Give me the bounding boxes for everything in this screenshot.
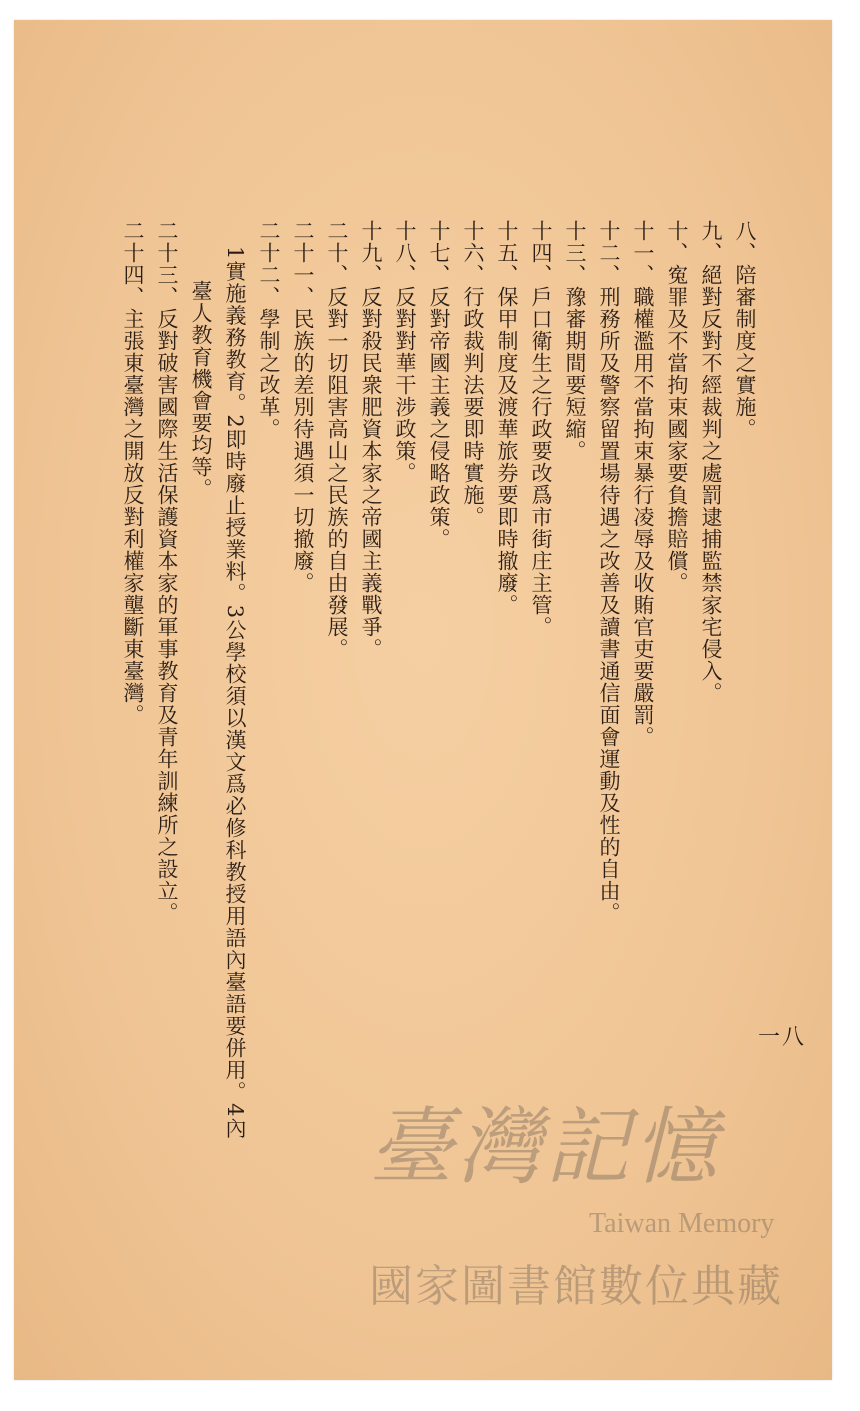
list-item: 十、寃罪及不當拘束國家要負擔賠償。 bbox=[665, 220, 689, 594]
list-item: 十九、反對殺民衆肥資本家之帝國主義戰爭。 bbox=[359, 220, 383, 660]
list-item: 十三、豫審期間要短縮。 bbox=[563, 220, 587, 462]
list-item: 二十四、主張東臺灣之開放反對利權家壟斷東臺灣。 bbox=[121, 220, 145, 726]
list-item: 二十一、民族的差別待遇須一切撤廢。 bbox=[291, 220, 315, 594]
sub-item-line: 臺人教育機會要均等。 bbox=[189, 280, 213, 500]
page-number: 一八 bbox=[757, 1025, 806, 1050]
list-item: 八、陪審制度之實施。 bbox=[733, 220, 757, 440]
watermark-library: 國家圖書館數位典藏 bbox=[369, 1261, 783, 1312]
list-item: 九、絕對反對不經裁判之處罰逮捕監禁家宅侵入。 bbox=[699, 220, 723, 704]
list-item: 十六、行政裁判法要即時實施。 bbox=[461, 220, 485, 528]
watermark-english: Taiwan Memory bbox=[589, 1208, 775, 1239]
list-item: 十七、反對帝國主義之侵略政策。 bbox=[427, 220, 451, 550]
list-item: 十八、反對對華干涉政策。 bbox=[393, 220, 417, 484]
list-item: 二十三、反對破害國際生活保護資本家的軍事教育及青年訓練所之設立。 bbox=[155, 220, 179, 924]
list-item: 十四、戶口衛生之行政要改爲市街庄主管。 bbox=[529, 220, 553, 638]
list-item: 二十二、學制之改革。 bbox=[257, 220, 281, 440]
list-item: 十二、刑務所及警察留置場待遇之改善及讀書通信面會運動及性的自由。 bbox=[597, 220, 621, 924]
list-item: 二十、反對一切阻害高山之民族的自由發展。 bbox=[325, 220, 349, 660]
document-page bbox=[14, 20, 832, 1380]
list-item: 十一、職權濫用不當拘束暴行凌辱及收賄官吏要嚴罰。 bbox=[631, 220, 655, 748]
list-item: 十五、保甲制度及渡華旅券要即時撤廢。 bbox=[495, 220, 519, 616]
vertical-text-body bbox=[116, 220, 762, 1330]
sub-item-line: 1實施義務教育。2即時廢止授業料。3公學校須以漢文爲必修科教授用語內臺語要併用。4內 bbox=[223, 246, 247, 1140]
watermark-chinese: 臺灣記憶 bbox=[369, 1098, 722, 1196]
